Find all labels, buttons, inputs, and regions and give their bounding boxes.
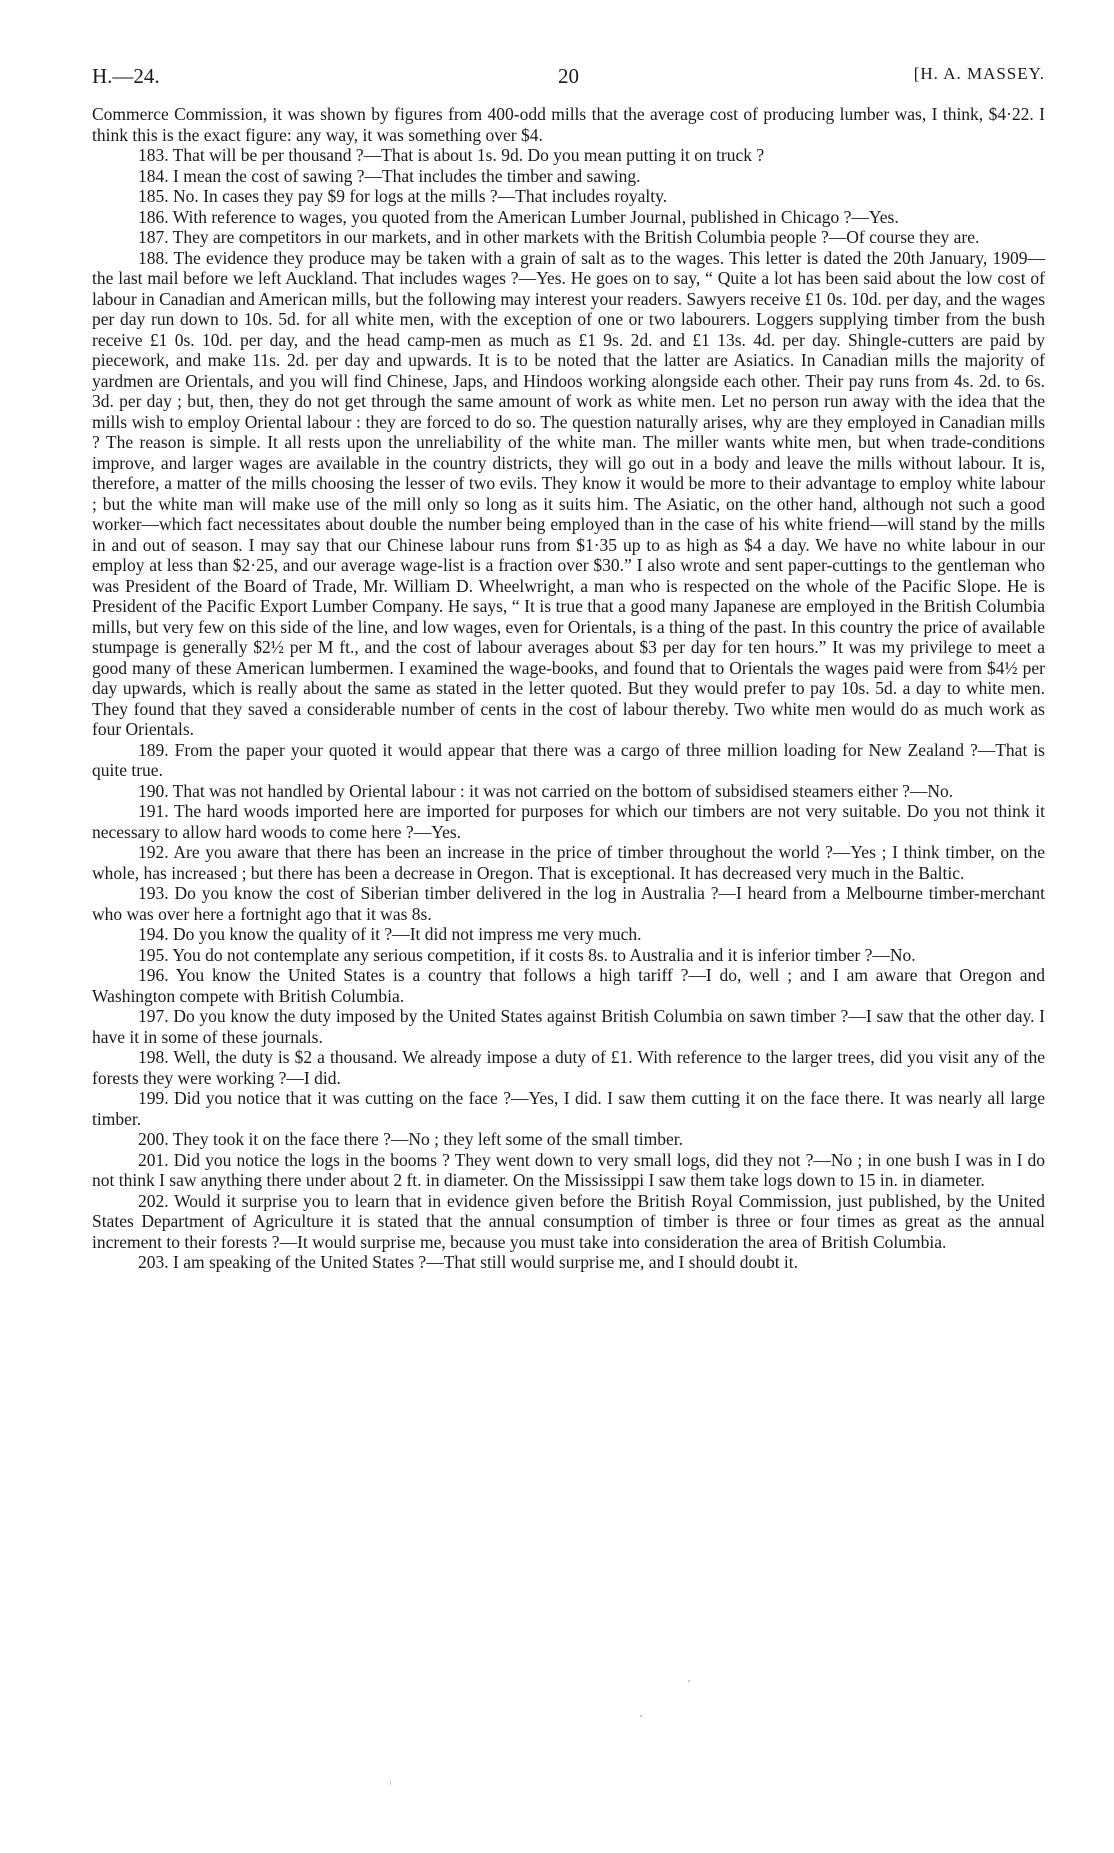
paragraph: Commerce Commission, it was shown by figures from 400-odd mills that the average cost of producing lumber was, I think, $4·22. I think this is the exact figure: any way, it was something over $4. <box>92 104 1045 145</box>
paragraph: 187. They are competitors in our markets, and in other markets with the British Columbia people ?—Of course they are. <box>138 227 980 247</box>
paragraph: 197. Do you know the duty imposed by the United States against British Columbia on sawn timber ?—I saw that the other day. I have it in some of these journals. <box>92 1006 1045 1047</box>
paragraph: 199. Did you notice that it was cutting on the face ?—Yes, I did. I saw them cutting it on the face there. It was nearly all large timber. <box>92 1088 1045 1129</box>
page-header <box>92 64 1045 104</box>
paragraph: 193. Do you know the cost of Siberian timber delivered in the log in Australia ?—I heard from a Melbourne timber-merchant who was over here a fortnight ago that it was 8s. <box>92 883 1045 924</box>
paragraph: 186. With reference to wages, you quoted from the American Lumber Journal, published in Chicago ?—Yes. <box>138 206 899 227</box>
paragraph: 192. Are you aware that there has been an increase in the price of timber throughout the world ?—Yes ; I think timber, on the whole, has increased ; but there has been a decrease in Oregon. That is exceptional. It has decreased very much in the Baltic. <box>92 842 1045 883</box>
scan-speck <box>390 1780 391 1785</box>
paragraph: 194. Do you know the quality of it ?—It did not impress me very much. <box>138 924 642 944</box>
witness-name: [H. A. MASSEY. <box>913 64 1045 83</box>
document-code: H.—24. <box>92 64 160 88</box>
paragraph: 185. No. In cases they pay $9 for logs at the mills ?—That includes royalty. <box>138 186 668 206</box>
paragraph: 196. You know the United States is a country that follows a high tariff ?—I do, well ; and I am aware that Oregon and Washington compete with British Columbia. <box>92 965 1045 1006</box>
page-number: 20 <box>558 64 579 88</box>
paragraph: 198. Well, the duty is $2 a thousand. We already impose a duty of £1. With reference to the larger trees, did you visit any of the forests they were working ?—I did. <box>92 1047 1045 1088</box>
paragraph: 200. They took it on the face there ?—No ; they left some of the small timber. <box>138 1129 683 1149</box>
paragraph: 195. You do not contemplate any serious competition, if it costs 8s. to Australia and it is inferior timber ?—No. <box>138 944 916 965</box>
document-page <box>92 64 1045 1273</box>
paragraph: 183. That will be per thousand ?—That is about 1s. 9d. Do you mean putting it on truck ? <box>138 145 765 165</box>
paragraph: 201. Did you notice the logs in the booms ? They went down to very small logs, did they not ?—No ; in one bush I was in I do not think I saw anything there under about 2 ft. in diameter. On the Mississippi I saw them take logs down to 15 in. in diameter. <box>92 1149 1045 1190</box>
scan-speck <box>688 1680 690 1682</box>
paragraph: 191. The hard woods imported here are imported for purposes for which our timbers are not very suitable. Do you not think it necessary to allow hard woods to come here ?—Yes. <box>92 801 1045 842</box>
paragraph: 189. From the paper your quoted it would appear that there was a cargo of three million loading for New Zealand ?—That is quite true. <box>92 739 1045 780</box>
paragraph: 203. I am speaking of the United States ?—That still would surprise me, and I should doubt it. <box>138 1252 799 1272</box>
paragraph: 188. The evidence they produce may be taken with a grain of salt as to the wages. This letter is dated the 20th January, 1909—the last mail before we left Auckland. That includes wages ?—Yes. He goes on to say, “ Quite a lot has been said about the low cost of labour in Canadian and American mills, but the following may interest your readers. Sawyers receive £1 0s. 10d. per day, and the wages per day run down to 10s. 5d. for all white men, with the exception of one or two labourers. Loggers supplying timber from the bush receive £1 0s. 10d. per day, and the head camp-men as much as £1 9s. 2d. and £1 13s. 4d. per day. Shingle-cutters are paid by piecework, and make 11s. 2d. per day and upwards. It is to be noted that the latter are Asiatics. In Canadian mills the majority of yardmen are Orientals, and you will find Chinese, Japs, and Hindoos working alongside each other. Their pay runs from 4s. 2d. to 6s. 3d. per day ; but, then, they do not get through the same amount of work as white men. Let no person run away with the idea that the mills wish to employ Oriental labour : they are forced to do so. The question naturally arises, why are they employed in Canadian mills ? The reason is simple. It all rests upon the unreliability of the white man. The miller wants white men, but when trade-conditions improve, and larger wages are available in the country districts, they will go out in a body and leave the mills without labour. It is, therefore, a matter of the mills choosing the lesser of two evils. They know it would be more to their advantage to employ white labour ; but the white man will make use of the mill only so long as it suits him. The Asiatic, on the other hand, although not such a good worker—which fact necessitates about double the number being employed than in the case of his white friend—will stand by the mills in and out of season. I may say that our Chinese labour runs from $1·35 up to as high as $4 a day. We have no white labour in our employ at less than $2·25, and our average wage-list is a fraction over $30.” I also wrote and sent paper-cuttings to the gentleman who was President of the Board of Trade, Mr. William D. Wheelwright, a man who is respected on the whole of the Pacific Slope. He is President of the Pacific Export Lumber Company. He says, “ It is true that a good many Japanese are employed in the British Columbia mills, but very few on this side of the line, and low wages, even for Orientals, is a thing of the past. In this country the price of available stumpage is generally $2½ per M ft., and the cost of labour averages about $3 per day for ten hours.” It was my privilege to meet a good many of these American lumbermen. I examined the wage-books, and found that to Orientals the wages paid were from $4½ per day upwards, which is really about the same as stated in the letter quoted. But they would prefer to pay 10s. 5d. a day to white men. They found that they saved a considerable number of cents in the cost of labour thereby. Two white men would do as much work as four Orientals. <box>92 247 1045 739</box>
paragraph: 190. That was not handled by Oriental labour : it was not carried on the bottom of subsidised steamers either ?—No. <box>138 780 954 801</box>
paragraph: 184. I mean the cost of sawing ?—That includes the timber and sawing. <box>138 165 641 186</box>
page-body <box>92 104 1045 1273</box>
scan-speck <box>640 1715 642 1717</box>
paragraph: 202. Would it surprise you to learn that in evidence given before the British Royal Commission, just published, by the United States Department of Agriculture it is stated that the annual consumption of timber is three or four times as great as the annual increment to their forests ?—It would surprise me, because you must take into consideration the area of British Columbia. <box>92 1190 1045 1252</box>
